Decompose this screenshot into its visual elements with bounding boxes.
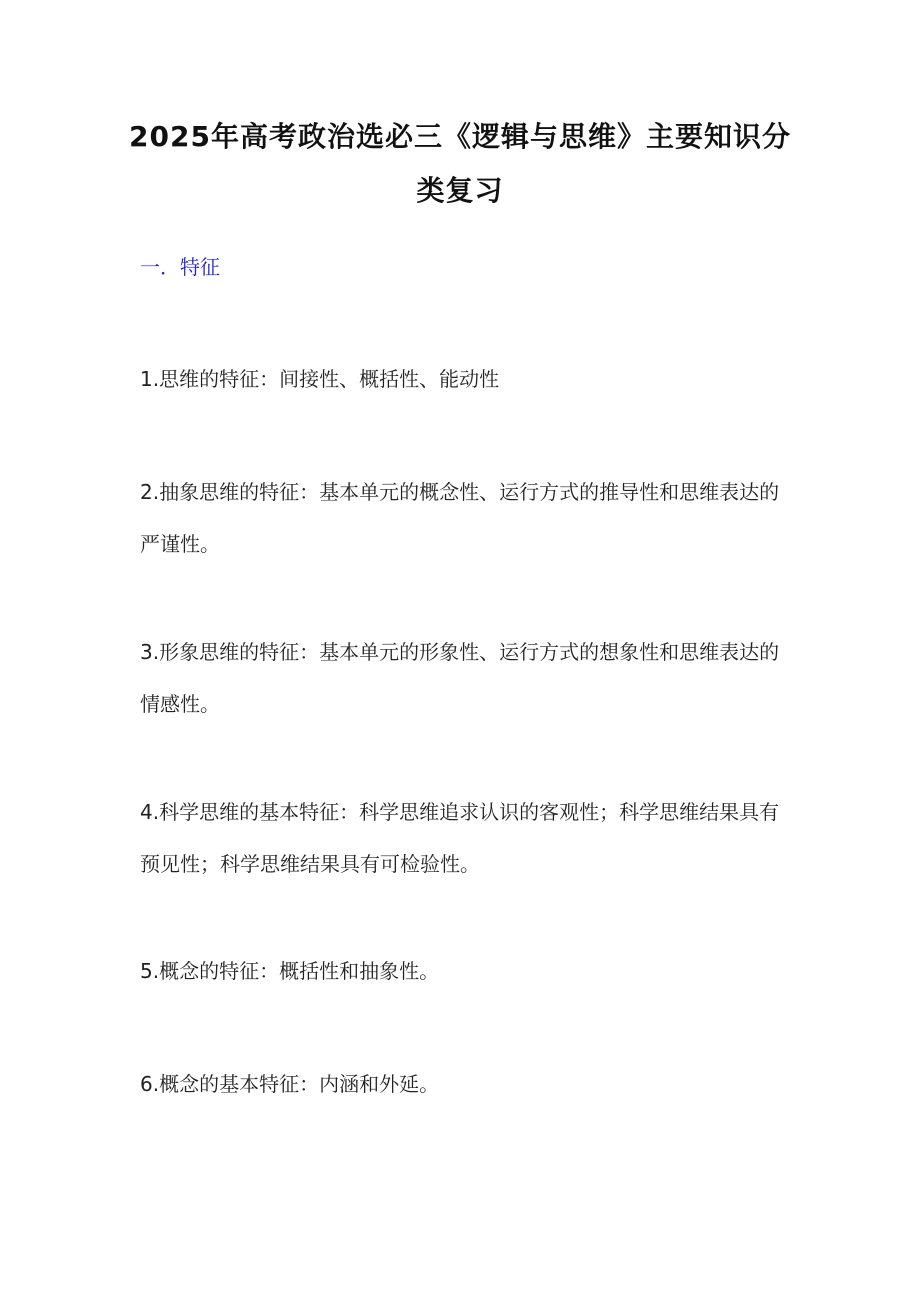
- paragraph-6: 6.概念的基本特征：内涵和外延。: [140, 1072, 440, 1096]
- paragraph-4: 4.科学思维的基本特征：科学思维追求认识的客观性；科学思维结果具有预见性；科学思维结果具有可检验性。: [140, 800, 780, 876]
- paragraph-5: 5.概念的特征：概括性和抽象性。: [140, 959, 440, 983]
- section-heading: 一．特征: [140, 255, 220, 279]
- document-title: 2025年高考政治选必三《逻辑与思维》主要知识分类复习: [129, 120, 791, 207]
- paragraph-1: 1.思维的特征：间接性、概括性、能动性: [140, 367, 500, 391]
- paragraph-2: 2.抽象思维的特征：基本单元的概念性、运行方式的推导性和思维表达的严谨性。: [140, 480, 780, 556]
- paragraph-3: 3.形象思维的特征：基本单元的形象性、运行方式的想象性和思维表达的情感性。: [140, 640, 780, 716]
